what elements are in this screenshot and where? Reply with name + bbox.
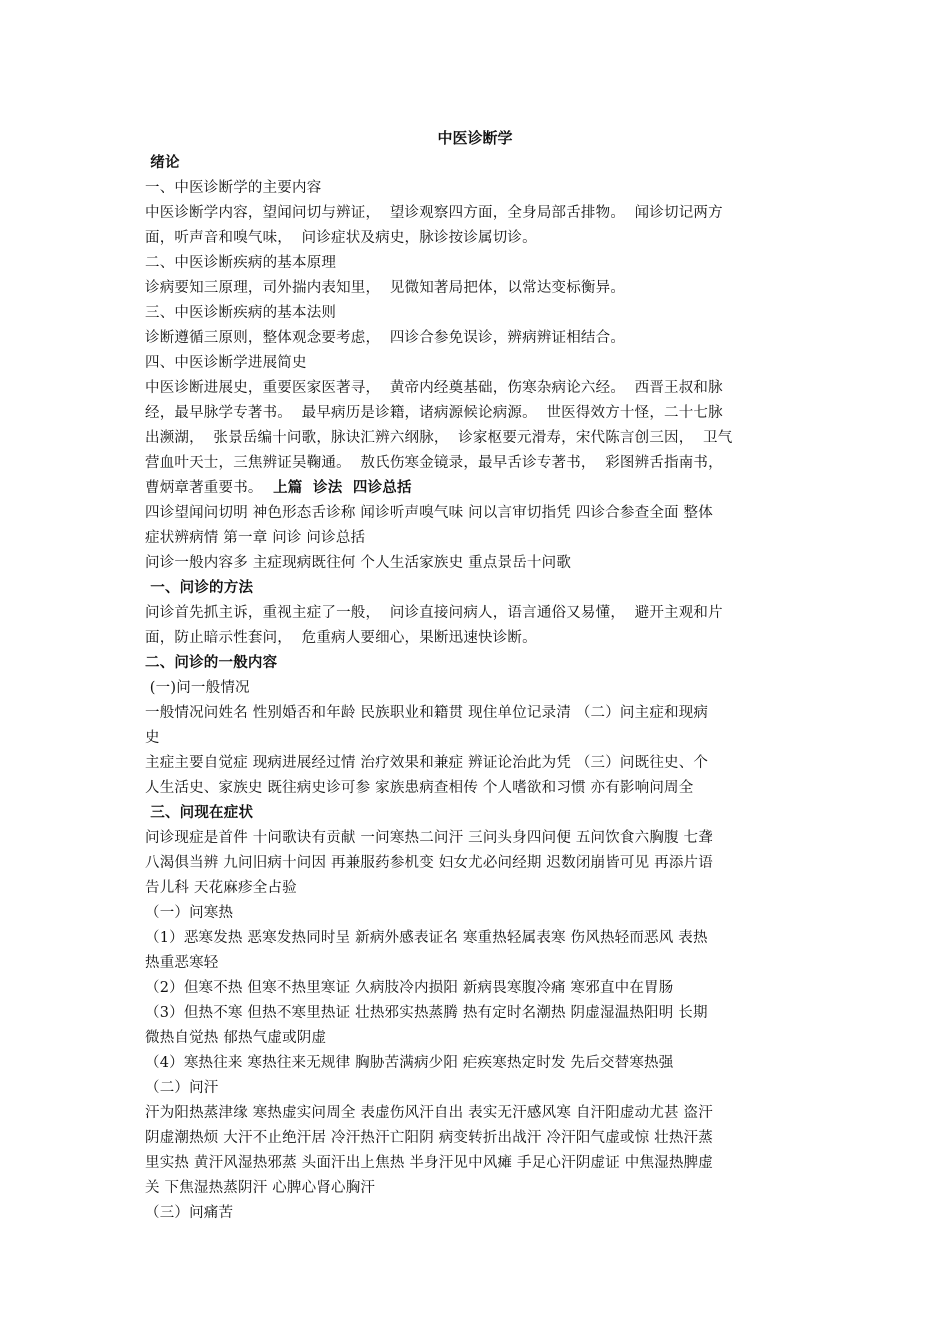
text-line	[145, 376, 813, 401]
line-text: 汗为阳热蒸津缘 寒热虚实问周全 表虚伤风汗自出 表实无汗感风寒 自汗阳虚动尤甚 盗汗	[145, 1105, 713, 1121]
line-text: 诊病要知三原理，司外揣内表知里， 见微知著局把体，以常达变标衡异。	[145, 280, 626, 296]
text-line	[145, 1051, 813, 1076]
text-line	[145, 476, 813, 501]
text-line	[145, 1201, 813, 1226]
line-text: （三）问痛苦	[145, 1205, 234, 1221]
line-text: （2）但寒不热 但寒不热里寒证 久病肢冷内损阳 新病畏寒腹冷痛 寒邪直中在胃肠	[145, 980, 674, 996]
text-line	[145, 626, 813, 651]
text-line	[145, 1126, 813, 1151]
text-line	[145, 1101, 813, 1126]
text-line	[145, 1076, 813, 1101]
line-text: 阴虚潮热烦 大汗不止绝汗居 冷汗热汗亡阳阴 病变转折出战汗 冷汗阳气虚或惊 壮热汗蒸	[145, 1130, 713, 1146]
line-text: 问诊一般内容多 主症现病既往何 个人生活家族史 重点景岳十问歌	[145, 555, 572, 571]
text-line	[145, 676, 813, 701]
text-line	[145, 176, 813, 201]
line-text: 一、中医诊断学的主要内容	[145, 180, 322, 196]
text-line	[145, 526, 813, 551]
line-text: （一）问寒热	[145, 905, 234, 921]
text-line	[145, 951, 813, 976]
line-text: 绪论	[145, 155, 180, 171]
text-line	[145, 276, 813, 301]
text-line	[145, 926, 813, 951]
text-line	[145, 326, 813, 351]
line-text: 八渴俱当辨 九问旧病十问因 再兼服药参机变 妇女尤必问经期 迟数闭崩皆可见 再添片语	[145, 855, 713, 871]
section-heading	[145, 151, 813, 176]
line-text: 问诊现症是首件 十问歌诀有贡献 一问寒热二问汗 三问头身四问便 五问饮食六胸腹 七聋	[145, 830, 713, 846]
text-line	[145, 726, 813, 751]
document-body	[145, 151, 813, 1226]
text-line	[145, 1176, 813, 1201]
line-text: 二、中医诊断疾病的基本原理	[145, 255, 337, 271]
line-text: 二、问诊的一般内容	[145, 655, 278, 671]
line-text: 中医诊断进展史，重要医家医著寻， 黄帝内经奠基础，伤寒杂病论六经。 西晋王叔和脉	[145, 380, 723, 396]
line-text: 史	[145, 730, 160, 746]
line-text: 营血叶天士，三焦辨证吴鞠通。 敖氏伤寒金镜录，最早舌诊专著书， 彩图辨舌指南书，	[145, 455, 723, 471]
line-text: (一)问一般情况	[145, 680, 250, 696]
line-text: 三、中医诊断疾病的基本法则	[145, 305, 337, 321]
line-text: 四诊望闻问切明 神色形态舌诊称 闻诊听声嗅气味 问以言审切指凭 四诊合参查全面 整体	[145, 505, 713, 521]
text-line	[145, 501, 813, 526]
text-line	[145, 251, 813, 276]
text-line	[145, 301, 813, 326]
line-text: 一、问诊的方法	[145, 580, 254, 596]
line-text: 面，听声音和嗅气味， 问诊症状及病史，脉诊按诊属切诊。	[145, 230, 537, 246]
text-line	[145, 901, 813, 926]
text-line	[145, 776, 813, 801]
text-line	[145, 551, 813, 576]
line-text: 三、问现在症状	[145, 805, 254, 821]
text-line	[145, 1026, 813, 1051]
line-text: 中医诊断学内容，望闻问切与辨证， 望诊观察四方面，全身局部舌排物。 闻诊切记两方	[145, 205, 723, 221]
text-line	[145, 226, 813, 251]
text-line	[145, 201, 813, 226]
section-heading	[145, 576, 813, 601]
text-line	[145, 876, 813, 901]
line-text: 诊断遵循三原则，整体观念要考虑， 四诊合参免误诊，辨病辨证相结合。	[145, 330, 626, 346]
line-text: （二）问汗	[145, 1080, 219, 1096]
line-text: 问诊首先抓主诉，重视主症了一般， 问诊直接问病人，语言通俗又易懂， 避开主观和片	[145, 605, 723, 621]
section-heading	[145, 801, 813, 826]
text-line	[145, 701, 813, 726]
line-text: 里实热 黄汗风湿热邪蒸 头面汗出上焦热 半身汗见中风瘫 手足心汗阴虚证 中焦湿热脾虚	[145, 1155, 713, 1171]
line-text: 经，最早脉学专著书。 最早病历是诊籍，诸病源候论病源。 世医得效方十怪，二十七脉	[145, 405, 723, 421]
line-text: 主症主要自觉症 现病进展经过情 治疗效果和兼症 辨证论治此为凭 （三）问既往史、个	[145, 755, 709, 771]
text-line	[145, 1001, 813, 1026]
inline-heading: 上篇 诊法 四诊总括	[262, 480, 412, 496]
line-text: 曹炳章著重要书。	[145, 480, 263, 496]
line-text: 一般情况问姓名 性别婚否和年龄 民族职业和籍贯 现住单位记录清 （二）问主症和现病	[145, 705, 709, 721]
text-line	[145, 601, 813, 626]
document-title: 中医诊断学	[437, 129, 513, 147]
line-text: 告儿科 天花麻疹全占验	[145, 880, 297, 896]
line-text: （1）恶寒发热 恶寒发热同时呈 新病外感表证名 寒重热轻属表寒 伤风热轻而恶风 表热	[145, 930, 708, 946]
line-text: 热重恶寒轻	[145, 955, 219, 971]
text-line	[145, 451, 813, 476]
line-text: 面，防止暗示性套问， 危重病人要细心，果断迅速快诊断。	[145, 630, 537, 646]
line-text: （3）但热不寒 但热不寒里热证 壮热邪实热蒸腾 热有定时名潮热 阴虚湿温热阳明 长期	[145, 1005, 708, 1021]
line-text: 人生活史、家族史 既往病史诊可参 家族患病查相传 个人嗜欲和习惯 亦有影响问周全	[145, 780, 694, 796]
text-line	[145, 1151, 813, 1176]
text-line	[145, 826, 813, 851]
text-line	[145, 851, 813, 876]
text-line	[145, 401, 813, 426]
line-text: 关 下焦湿热蒸阴汗 心脾心肾心胸汗	[145, 1180, 376, 1196]
line-text: 出濒湖， 张景岳编十问歌，脉诀汇辨六纲脉， 诊家枢要元滑寿，宋代陈言创三因， 卫气	[145, 430, 733, 446]
line-text: 四、中医诊断学进展简史	[145, 355, 307, 371]
text-line	[145, 976, 813, 1001]
text-line	[145, 351, 813, 376]
line-text: （4）寒热往来 寒热往来无规律 胸胁苦满病少阳 疟疾寒热定时发 先后交替寒热强	[145, 1055, 674, 1071]
line-text: 微热自觉热 郁热气虚或阴虚	[145, 1030, 327, 1046]
text-line	[145, 426, 813, 451]
text-line	[145, 751, 813, 776]
section-heading	[145, 651, 813, 676]
line-text: 症状辨病情 第一章 问诊 问诊总括	[145, 530, 366, 546]
